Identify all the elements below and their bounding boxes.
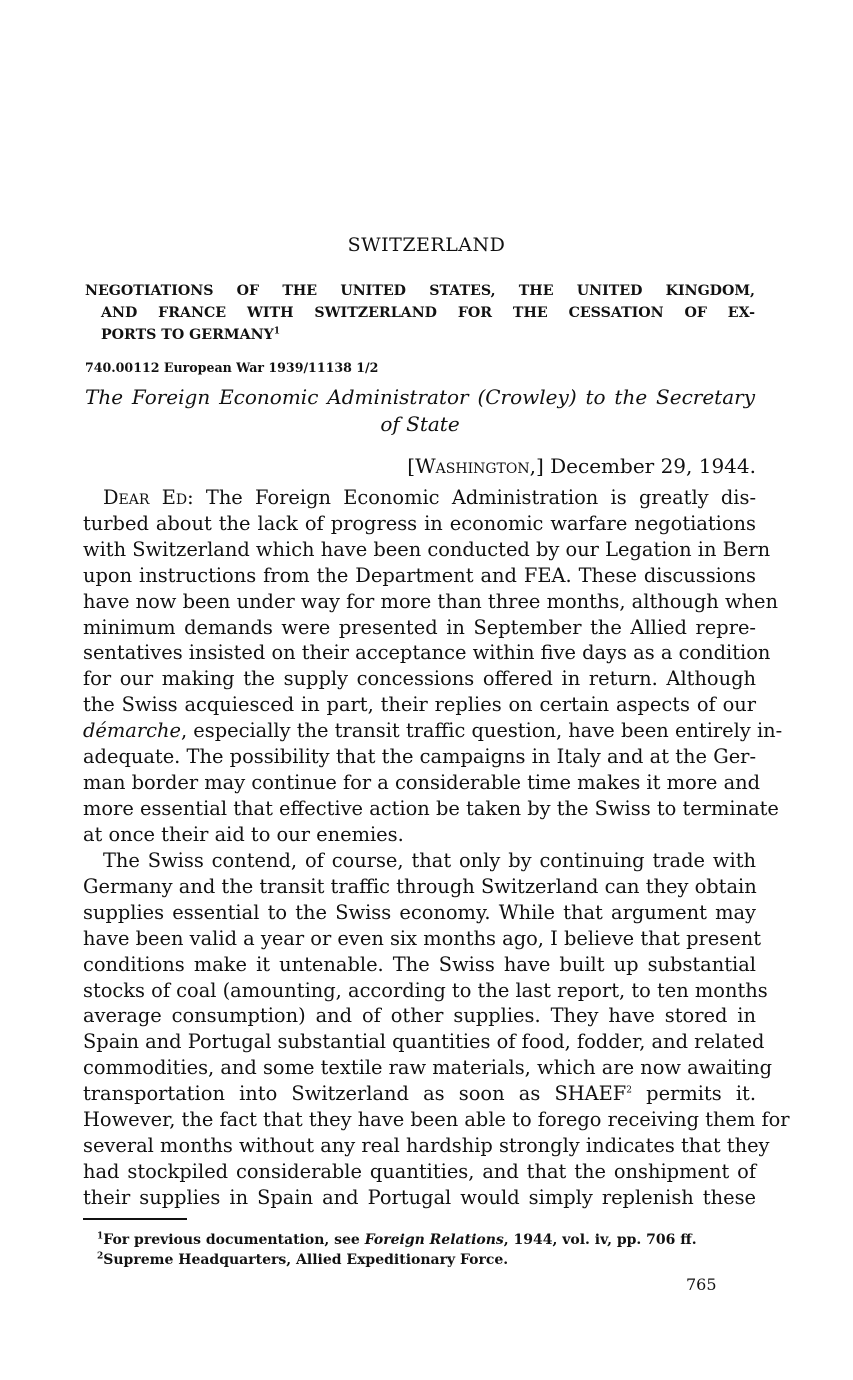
footnote-italic: Foreign Relations [364,1232,504,1248]
letter-paragraph-1 [83,485,783,848]
italic-term: démarche [83,719,181,743]
text-line [83,718,783,744]
text-line-content: transportation into Switzerland as soon as SHAEF [83,1082,627,1106]
text-line: adequate. The possibility that the campaigns in Italy and at the Ger- [83,745,756,769]
document-title-name: Crowley [485,385,569,409]
footnote-reference[interactable]: 1 [273,326,280,337]
text-line: with Switzerland which have been conducted by our Legation in Bern [83,537,771,561]
footnote-reference[interactable]: 2 [626,1085,632,1096]
text-line-content: , especially the transit traffic question, have been entirely in- [180,719,783,743]
text-line: at once their aid to our enemies. [83,822,404,846]
footnote [97,1230,697,1250]
dateline-bracket: ,] [529,454,544,478]
salutation: Dear Ed [103,486,188,509]
chapter-title: SWITZERLAND [347,234,506,256]
document-title-text: ) to the Secretary [568,385,755,409]
text-line [83,1081,756,1107]
text-line: supplies essential to the Swiss economy. While that argument may [83,900,756,924]
text-line: average consumption) and of other supplies. They have stored in [83,1004,756,1028]
letter-paragraph-2 [83,848,790,1211]
dateline [407,454,756,478]
text-line: several months without any real hardship strongly indicates that they [83,1133,770,1157]
file-reference: 740.00112 European War 1939/11138 1/2 [85,360,379,375]
text-line [83,485,756,511]
footnote-text: For previous documentation, see [103,1232,365,1248]
text-line: The Swiss contend, of course, that only by continuing trade with [103,849,756,872]
footnote-mark: 1 [97,1231,104,1242]
text-line: upon instructions from the Department and FEA. These discussions [83,563,756,587]
dateline-place: Washington [415,454,530,478]
text-line: stocks of coal (amounting, according to the last report, to ten months [83,978,768,1002]
text-line: sentatives insisted on their acceptance within five days as a condition [83,641,771,665]
document-title-text: The Foreign Economic Administrator ( [85,385,486,409]
footnote-text: , 1944, vol. iv, pp. 706 ff. [503,1232,697,1248]
text-line: turbed about the lack of progress in economic warfare negotiations [83,511,756,535]
text-line: have been valid a year or even six months ago, I believe that present [83,926,761,950]
document-title-line [85,384,755,411]
section-heading-line [85,324,755,346]
dateline-bracket: [ [407,454,416,478]
text-line: the Swiss acquiesced in part, their replies on certain aspects of our [83,693,756,717]
text-line: However, the fact that they have been able to forego receiving them for [83,1108,790,1132]
footnotes [97,1230,697,1270]
text-line: for our making the supply concessions offered in return. Although [83,667,756,691]
footnote-text: Supreme Headquarters, Allied Expeditionary Force. [103,1252,509,1268]
text-line: more essential that effective action be taken by the Swiss to terminate [83,796,779,820]
text-line: conditions make it untenable. The Swiss have built up substantial [83,952,756,976]
page-number: 765 [686,1275,717,1294]
section-heading-line: AND FRANCE WITH SWITZERLAND FOR THE CESSATION OF EX- [101,305,755,321]
footnote-mark: 2 [97,1251,104,1262]
dateline-date: December 29, 1944. [550,454,756,478]
text-line-content: permits it. [632,1082,756,1106]
text-line: Germany and the transit traffic through Switzerland can they obtain [83,874,757,898]
section-heading-line-text: PORTS TO GERMANY [101,327,274,343]
text-line: had stockpiled considerable quantities, and that the onshipment of [83,1159,756,1183]
text-line: minimum demands were presented in September the Allied repre- [83,615,756,639]
text-line: commodities, and some textile raw materials, which are now awaiting [83,1056,772,1080]
footnote [97,1250,697,1270]
footnote-divider [83,1218,187,1220]
text-line: Spain and Portugal substantial quantities of food, fodder, and related [83,1030,765,1054]
document-title-line: of State [380,412,460,436]
document-title [85,384,755,438]
text-line-content: : The Foreign Economic Administration is greatly dis- [187,486,756,509]
section-heading-line: NEGOTIATIONS OF THE UNITED STATES, THE UNITED KINGDOM, [85,283,755,299]
section-heading [85,280,755,346]
text-line: their supplies in Spain and Portugal would simply replenish these [83,1185,756,1209]
text-line: have now been under way for more than three months, although when [83,589,778,613]
text-line: man border may continue for a considerable time makes it more and [83,770,761,794]
